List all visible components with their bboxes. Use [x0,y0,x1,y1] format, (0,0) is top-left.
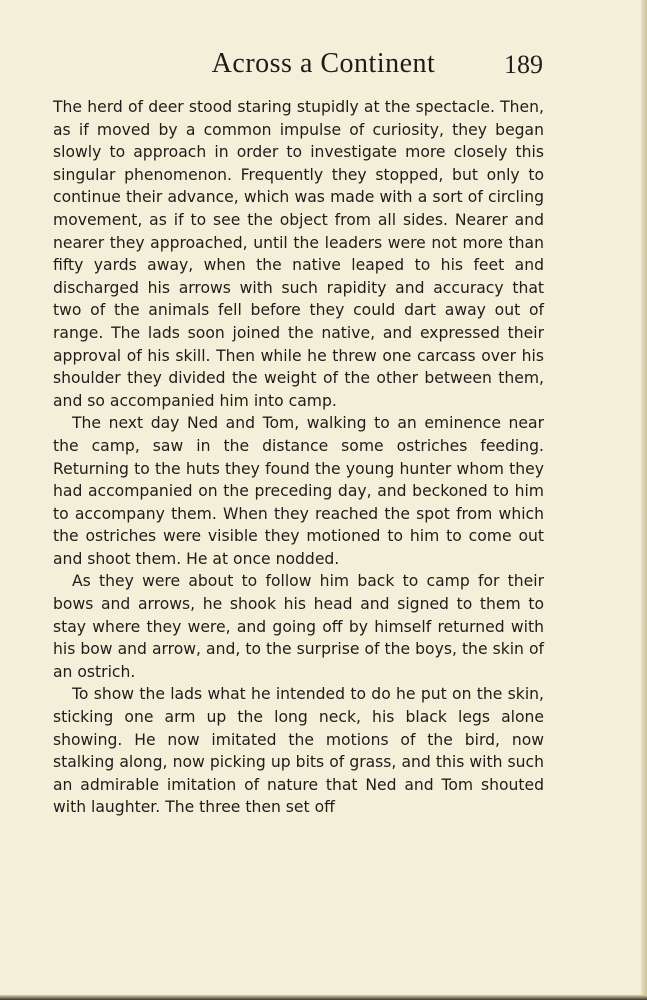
paragraph-4: To show the lads what he intended to do he put on the skin, sticking one arm up the long neck, his black legs alone showing. He now imitated the motions of the bird, now stalking along, now picking up bits of grass, and this with such an admirable imitation of nature that Ned and Tom shouted with laughter. The three then set off [53,685,544,817]
page-edge-right [641,0,647,1000]
paragraph-2: The next day Ned and Tom, walking to an eminence near the camp, saw in the distance some ostriches feeding. Returning to the huts they found the young hunter whom they had accompanied on the preceding day, and beckoned to him to accompany them. When they reached the spot from which the ostriches were visible they motioned to him to come out and shoot them. He at once nodded. [53,414,544,568]
paragraph-1: The herd of deer stood staring stupidly at the spectacle. Then, as if moved by a common impulse of curiosity, they began slowly to approach in order to investigate more closely this singular phenomenon. Frequently they stopped, but only to continue their advance, which was made with a sort of circling movement, as if to see the object from all sides. Nearer and nearer they approached, until the leaders were not more than fifty yards away, when the native leaped to his feet and discharged his arrows with such rapidity and accuracy that two of the animals fell before they could dart away out of range. The lads soon joined the native, and expressed their approval of his skill. Then while he threw one carcass over his shoulder they divided the weight of the other between them, and so accompanied him into camp. [53,98,544,410]
running-header [0,48,647,82]
page-edge-bottom [0,995,647,1000]
running-title: Across a Continent [211,48,436,79]
paragraph-3: As they were about to follow him back to camp for their bows and arrows, he shook his head and signed to them to stay where they were, and going off by himself returned with his bow and arrow, and, to the surprise of the boys, the skin of an ostrich. [53,572,544,681]
page-number: 189 [504,50,543,79]
body-text [53,96,544,819]
